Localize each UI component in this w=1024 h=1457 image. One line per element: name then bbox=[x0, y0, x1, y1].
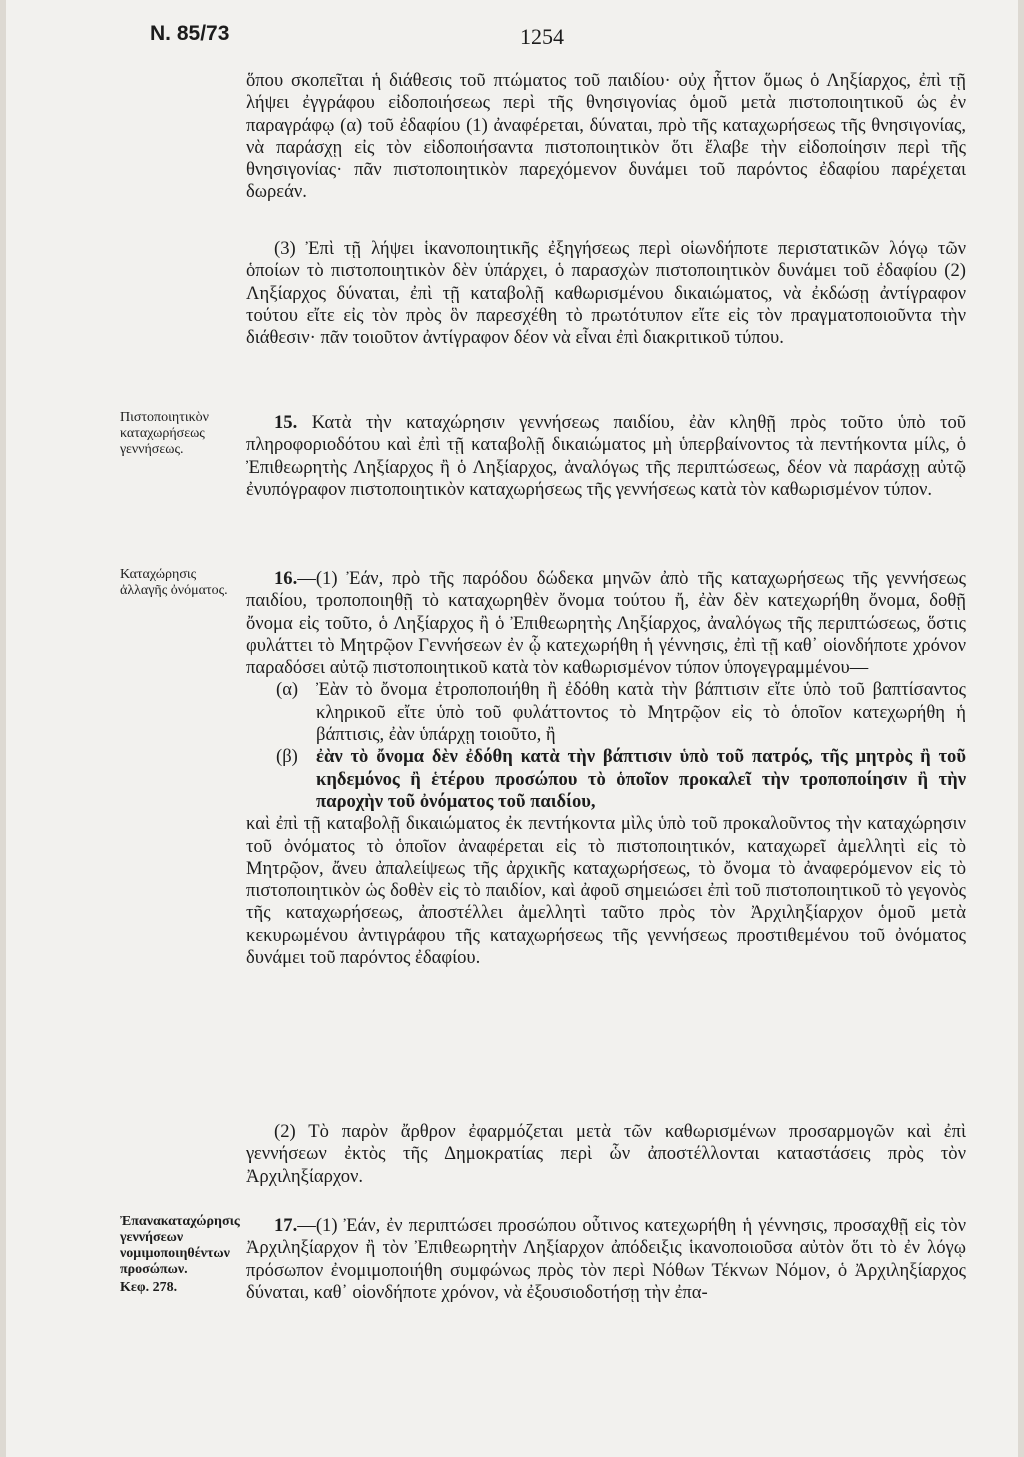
margin-note-reference: Κεφ. 278. bbox=[120, 1280, 178, 1295]
paragraph-text: (3) Ἐπὶ τῇ λήψει ἱκανοποιητικῆς ἐξηγήσεως περὶ οἱωνδήποτε περιστατικῶν λόγῳ τῶν ὁποίων τὸ πιστοποιητικὸν δὲν ὑπάρχει, ὁ παρασχὼν πιστοποιητικὸν δυνάμει τοῦ ἐδαφίου (2) Ληξίαρχος δύναται, ἐπὶ τῇ καταβολῇ καθωρισμένου δικαιώματος, νὰ ἐκδώσῃ ἀντίγραφον τούτου εἴτε εἰς τὸν πρὸς ὃν παρεσχέθη τὸ πρωτότυπον εἴτε εἰς τὸν πραγματοποιοῦντα τὴν διάθεσιν· πᾶν τοιοῦτον ἀντίγραφον δέον νὰ εἶναι ἐπὶ διακριτικοῦ τύπου. bbox=[246, 238, 966, 349]
item-b bbox=[246, 746, 966, 813]
page-edge-right bbox=[1018, 0, 1024, 1457]
law-number: Ν. 85/73 bbox=[150, 22, 230, 45]
item-a bbox=[246, 679, 966, 746]
page-edge-left bbox=[0, 0, 6, 1457]
section-number: 15. bbox=[274, 412, 298, 433]
margin-note-section-16: Καταχώρησις ἀλλαγῆς ὀνόματος. bbox=[120, 567, 228, 598]
section-17 bbox=[246, 1215, 966, 1304]
subsection-3 bbox=[246, 238, 966, 349]
item-label: (α) bbox=[276, 679, 299, 701]
section-15 bbox=[246, 412, 966, 501]
section-16-paragraph bbox=[246, 568, 966, 679]
section-text: —(1) Ἐάν, πρὸ τῆς παρόδου δώδεκα μηνῶν ἀπὸ τῆς καταχωρήσεως τῆς γεννήσεως παιδίου, τροποποιηθῇ τὸ καταχωρηθὲν ὄνομα τούτου ἤ, ἐὰν δὲν κατεχωρήθη ὄνομα, δοθῇ ὄνομα εἰς τοῦτο, ὁ Ληξίαρχος ἢ ὁ Ἐπιθεωρητὴς Ληξίαρχος, ἀναλόγως τῆς περιπτώσεως, ὅστις φυλάττει τὸ Μητρῷον Γεννήσεων ἐν ᾧ κατεχωρήθη ἡ γέννησις, ἐπὶ τῇ καθ᾽ οἱονδήποτε χρόνον παραδόσει αὐτῷ πιστοποιητικοῦ κατὰ τὸν καθωρισμένον τύπον ὑπογεγραμμένου— bbox=[246, 568, 966, 679]
margin-note-text: Ἐπανακαταχώρησις γεννήσεων νομιμοποιηθέντων προσώπων. bbox=[120, 1214, 240, 1277]
paragraph-text: (2) Τὸ παρὸν ἄρθρον ἐφαρμόζεται μετὰ τῶν καθωρισμένων προσαρμογῶν καὶ ἐπὶ γεννήσεων ἐκτὸς τῆς Δημοκρατίας περὶ ὧν ἀποστέλλονται καταστάσεις πρὸς τὸν Ἀρχιληξίαρχον. bbox=[246, 1121, 966, 1187]
page-number: 1254 bbox=[520, 24, 564, 49]
section-number: 16. bbox=[274, 568, 298, 589]
item-text: Ἐὰν τὸ ὄνομα ἐτροποποιήθη ἢ ἐδόθη κατὰ τὴν βάπτισιν εἴτε ὑπὸ τοῦ βαπτίσαντος κληρικοῦ εἴτε ὑπὸ τοῦ φυλάττοντος τὸ Μητρῷον εἰς τὸ ὁποῖον κατεχωρήθη ἡ βάπτισις, ἐὰν ὑπάρχῃ τοιοῦτο, ἢ bbox=[316, 679, 966, 746]
margin-note-section-17 bbox=[120, 1214, 240, 1296]
section-16 bbox=[246, 568, 966, 969]
paragraph-text: καὶ ἐπὶ τῇ καταβολῇ δικαιώματος ἐκ πεντήκοντα μὶλς ὑπὸ τοῦ προκαλοῦντος τὴν καταχώρησιν τοῦ ὀνόματος τὸ ὁποῖον ἀναφέρεται εἰς τὸ πιστοποιητικόν, καταχωρεῖ ἀμελλητὶ εἰς τὸ Μητρῷον, ἄνευ ἀπαλείψεως τῆς ἀρχικῆς καταχωρήσεως, τὸ ὄνομα τὸ ἀναφερόμενον εἰς τὸ πιστοποιητικὸν ὡς δοθὲν εἰς τὸ παιδίον, καὶ ἀφοῦ σημειώσει ἐπὶ τοῦ πιστοποιητικοῦ τὸ γεγονὸς τῆς καταχωρήσεως, ἀποστέλλει ἀμελλητὶ ταῦτο πρὸς τὸν Ἀρχιληξίαρχον ὁμοῦ μετὰ κεκυρωμένου ἀντιγράφου τῆς καταχωρήσεως τῆς γεννήσεως προστιθεμένου τοῦ ὀνόματος δυνάμει τοῦ παρόντος ἐδαφίου. bbox=[246, 813, 966, 969]
section-text: Κατὰ τὴν καταχώρησιν γεννήσεως παιδίου, ἐὰν κληθῇ πρὸς τοῦτο ὑπὸ τοῦ πληροφοριοδότου καὶ ἐπὶ τῇ καταβολῇ δικαιώματος μὴ ὑπερβαίνοντος τὰ πεντήκοντα μίλς, ὁ Ἐπιθεωρητὴς Ληξίαρχος ἢ ὁ Ληξίαρχος, ἀναλόγως τῆς περιπτώσεως, δέον νὰ παράσχῃ αὐτῷ ἐνυπόγραφον πιστοποιητικὸν καταχωρήσεως τῆς γεννήσεως κατὰ τὸν καθωρισμένον τύπον. bbox=[246, 412, 966, 500]
item-label: (β) bbox=[276, 746, 298, 768]
continued-paragraph bbox=[246, 70, 966, 204]
section-text: —(1) Ἐάν, ἐν περιπτώσει προσώπου οὗτινος κατεχωρήθη ἡ γέννησις, προσαχθῇ εἰς τὸν Ἀρχιληξίαρχον ἢ τὸν Ἐπιθεωρητὴν Ληξίαρχον ἀπόδειξις ἱκανοποιοῦσα αὐτὸν ὅτι τὸ ἐν λόγῳ πρόσωπον ἐνομιμοποιήθη συμφώνως πρὸς τὸν περὶ Νόθων Τέκνων Νόμον, ὁ Ἀρχιληξίαρχος δύναται, καθ᾽ οἱονδήποτε χρόνον, νὰ ἐξουσιοδοτήσῃ τὴν ἐπα- bbox=[246, 1215, 966, 1303]
paragraph-text: ὅπου σκοπεῖται ἡ διάθεσις τοῦ πτώματος τοῦ παιδίου· οὐχ ἧττον ὅμως ὁ Ληξίαρχος, ἐπὶ τῇ λήψει ἐγγράφου εἰδοποιήσεως περὶ τῆς θνησιγονίας ὁμοῦ μετὰ πιστοποιητικοῦ ὡς ἐν παραγράφῳ (α) τοῦ ἐδαφίου (1) ἀναφέρεται, δύναται, πρὸ τῆς καταχωρήσεως τῆς θνησιγονίας, νὰ παράσχῃ εἰς τὸν εἰδοποιήσαντα πιστοποιητικὸν ὅτι ἔλαβε τὴν εἰδοποίησιν περὶ τῆς θνησιγονίας· πᾶν πιστοποιητικὸν παρεχόμενον δυνάμει τοῦ παρόντος ἐδαφίου παρέχεται δωρεάν. bbox=[246, 70, 966, 203]
section-16-subsection-2 bbox=[246, 1121, 966, 1188]
item-text: ἐὰν τὸ ὄνομα δὲν ἐδόθη κατὰ τὴν βάπτισιν ὑπὸ τοῦ πατρός, τῆς μητρὸς ἢ τοῦ κηδεμόνος ἢ ἑτέρου προσώπου τὸ ὁποῖον προκαλεῖ τὴν τροποποίησιν ἢ τὴν παροχὴν τοῦ ὀνόματος τοῦ παιδίου, bbox=[316, 746, 966, 812]
section-number: 17. bbox=[274, 1215, 298, 1236]
margin-note-section-15: Πιστοποιητικὸν καταχωρήσεως γεννήσεως. bbox=[120, 410, 209, 457]
section-15-paragraph bbox=[246, 412, 966, 501]
section-17-paragraph bbox=[246, 1215, 966, 1304]
